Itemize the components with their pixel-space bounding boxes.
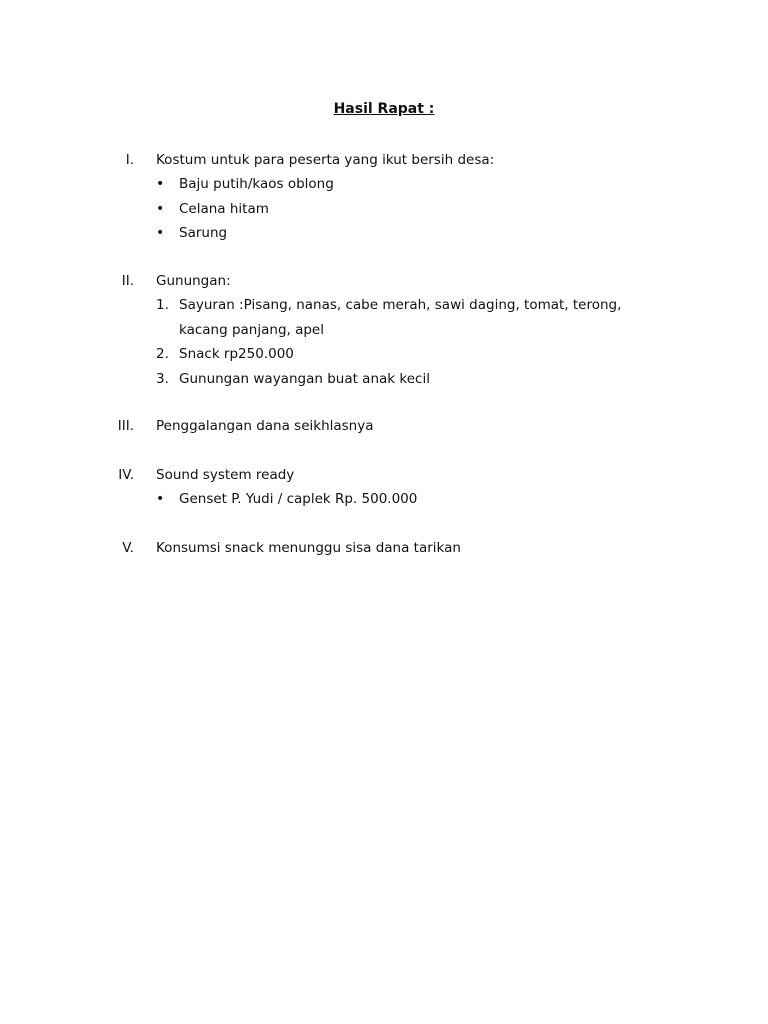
list-number: 2. xyxy=(156,346,169,362)
section-heading xyxy=(100,536,680,560)
section-numeral: II. xyxy=(121,273,134,289)
section-heading xyxy=(100,414,680,438)
list-item xyxy=(100,367,639,392)
section-numeral: I. xyxy=(125,152,134,168)
list-item-text: Snack rp250.000 xyxy=(179,346,294,362)
section-5 xyxy=(100,536,680,560)
bullet-icon: • xyxy=(156,491,165,507)
section-2 xyxy=(100,269,680,391)
list-item xyxy=(100,172,639,197)
list-number: 3. xyxy=(156,370,169,387)
bullet-icon: • xyxy=(156,200,165,217)
section-text: Kostum untuk para peserta yang ikut bersih desa: xyxy=(156,152,495,168)
list-item-text: Sarung xyxy=(179,225,228,241)
section-numeral: III. xyxy=(117,418,134,434)
section-text: Sound system ready xyxy=(156,467,295,483)
list-item xyxy=(100,197,639,222)
section-heading xyxy=(100,148,680,172)
section-numeral: V. xyxy=(122,540,134,556)
section-heading xyxy=(100,269,680,293)
bullet-list xyxy=(100,487,680,512)
section-text: Gunungan: xyxy=(156,273,231,289)
list-item-text: Sayuran :Pisang, nanas, cabe merah, sawi daging, tomat, terong, kacang panjang, apel xyxy=(179,297,622,338)
bullet-icon: • xyxy=(156,176,165,192)
bullet-list xyxy=(100,172,680,246)
list-item xyxy=(100,293,639,342)
section-text: Konsumsi snack menunggu sisa dana tarikan xyxy=(156,540,461,556)
list-item-text: Genset P. Yudi / caplek Rp. 500.000 xyxy=(179,491,418,507)
section-1 xyxy=(100,148,680,246)
list-item xyxy=(100,221,639,246)
section-text: Penggalangan dana seikhlasnya xyxy=(156,418,374,434)
section-numeral: IV. xyxy=(118,467,134,483)
list-number: 1. xyxy=(156,297,169,313)
numbered-list xyxy=(100,293,680,391)
section-3 xyxy=(100,414,680,438)
list-item-text: Baju putih/kaos oblong xyxy=(179,176,334,192)
list-item-text: Celana hitam xyxy=(179,200,269,217)
list-item xyxy=(100,487,639,512)
section-4 xyxy=(100,463,680,512)
section-heading xyxy=(100,463,680,487)
list-item-text: Gunungan wayangan buat anak kecil xyxy=(179,370,430,387)
bullet-icon: • xyxy=(156,225,165,241)
list-item xyxy=(100,342,639,367)
document-title: Hasil Rapat : xyxy=(333,101,435,117)
